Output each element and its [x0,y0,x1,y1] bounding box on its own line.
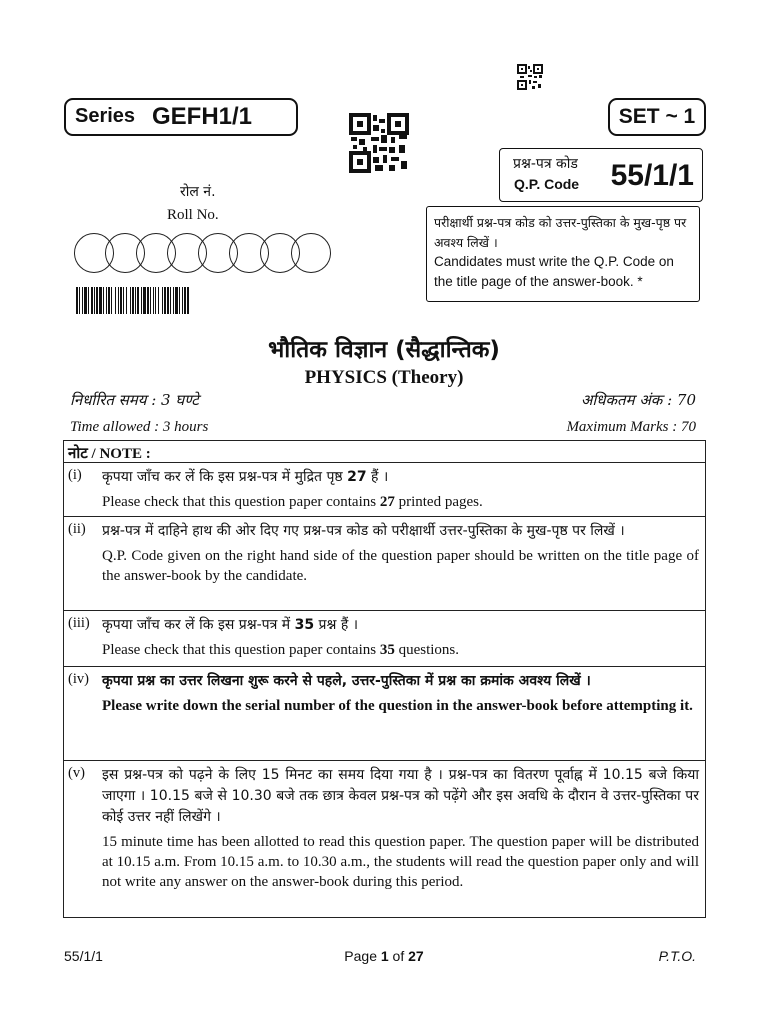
note-heading: नोट / NOTE : [64,441,705,463]
qp-code-label-hindi: प्रश्न-पत्र कोड [513,156,578,172]
series-box [64,98,298,136]
series-label: Series [75,105,136,127]
qp-code-box [499,148,703,202]
qr-code-icon [349,113,409,173]
note-item [64,517,705,611]
roll-no-digit-circle[interactable] [291,233,331,273]
note-number: (ii) [68,521,86,537]
barcode-icon [76,287,289,314]
set-box: SET ~ 1 [608,98,706,136]
note-text-hindi: इस प्रश्न-पत्र को पढ़ने के लिए 15 मिनट का समय दिया गया है । प्रश्न-पत्र का वितरण पूर्वाह्न में 10.15 बजे किया जाएगा । 10.15 बजे से 10.30 बजे तक छात्र केवल प्रश्न-पत्र को पढ़ेंगे और इस अवधि के दौरान वे उत्तर-पुस्तिका पर कोई उत्तर नहीं लिखेंगे । [102,767,699,825]
roll-no-label: Roll No. [167,207,219,223]
instruction-box [426,206,700,302]
max-marks: Maximum Marks : 70 [566,419,696,435]
subject-title-hindi: भौतिक विज्ञान (सैद्धान्तिक) [268,337,500,363]
note-item [64,667,705,761]
qp-code-value: 55/1/1 [610,159,694,192]
note-item [64,611,705,667]
note-text: Please check that this question paper contains 27 printed pages. [102,494,483,510]
note-number: (i) [68,467,82,483]
roll-no-circles[interactable] [74,233,332,275]
instruction-hindi: परीक्षार्थी प्रश्न-पत्र कोड को उत्तर-पुस्तिका के मुख-पृष्ठ पर अवश्य लिखें । [434,215,687,250]
qp-code-label: Q.P. Code [514,176,580,192]
note-text-hindi: कृपया प्रश्न का उत्तर लिखना शुरू करने से पहले, उत्तर-पुस्तिका में प्रश्न का क्रमांक अवश्य लिखें । [102,673,591,689]
page-number: Page 1 of 27 [344,948,424,964]
note-text: 15 minute time has been allotted to read this question paper. The question paper will be distributed at 10.15 a.m. From 10.15 a.m. to 10.30 a.m., the students will read the question paper only and will not write any answer on the answer-book during this period. [102,834,699,890]
note-number: (iv) [68,671,89,687]
time-allowed: Time allowed : 3 hours [70,419,209,435]
note-item [64,761,705,917]
note-text-hindi: प्रश्न-पत्र में दाहिने हाथ की ओर दिए गए प्रश्न-पत्र कोड को परीक्षार्थी उत्तर-पुस्तिका के मुख-पृष्ठ पर लिखें । [102,523,625,539]
note-text: Please check that this question paper contains 35 questions. [102,642,460,658]
note-item [64,463,705,517]
note-number: (iii) [68,615,90,631]
qr-code-small-icon [517,64,543,90]
note-text: Q.P. Code given on the right hand side of the question paper should be written on the title page of the answer-book by the candidate. [102,548,699,584]
subject-title: PHYSICS (Theory) [304,367,464,388]
footer-code: 55/1/1 [64,948,103,964]
note-table [63,440,706,918]
note-text-hindi: कृपया जाँच कर लें कि इस प्रश्न-पत्र में मुद्रित पृष्ठ 27 हैं । [102,469,389,485]
max-marks-hindi: अधिकतम अंक : 70 [580,391,696,409]
instruction-english: Candidates must write the Q.P. Code on the title page of the answer-book. * [434,254,674,289]
roll-no-label-hindi: रोल नं. [180,184,216,200]
series-code: GEFH1/1 [152,103,253,130]
note-text: Please write down the serial number of the question in the answer-book before attempting it. [102,698,693,714]
note-number: (v) [68,765,85,781]
note-text-hindi: कृपया जाँच कर लें कि इस प्रश्न-पत्र में 35 प्रश्न हैं । [102,617,359,633]
time-allowed-hindi: निर्धारित समय : 3 घण्टे [70,391,199,409]
pto-label: P.T.O. [658,948,696,964]
